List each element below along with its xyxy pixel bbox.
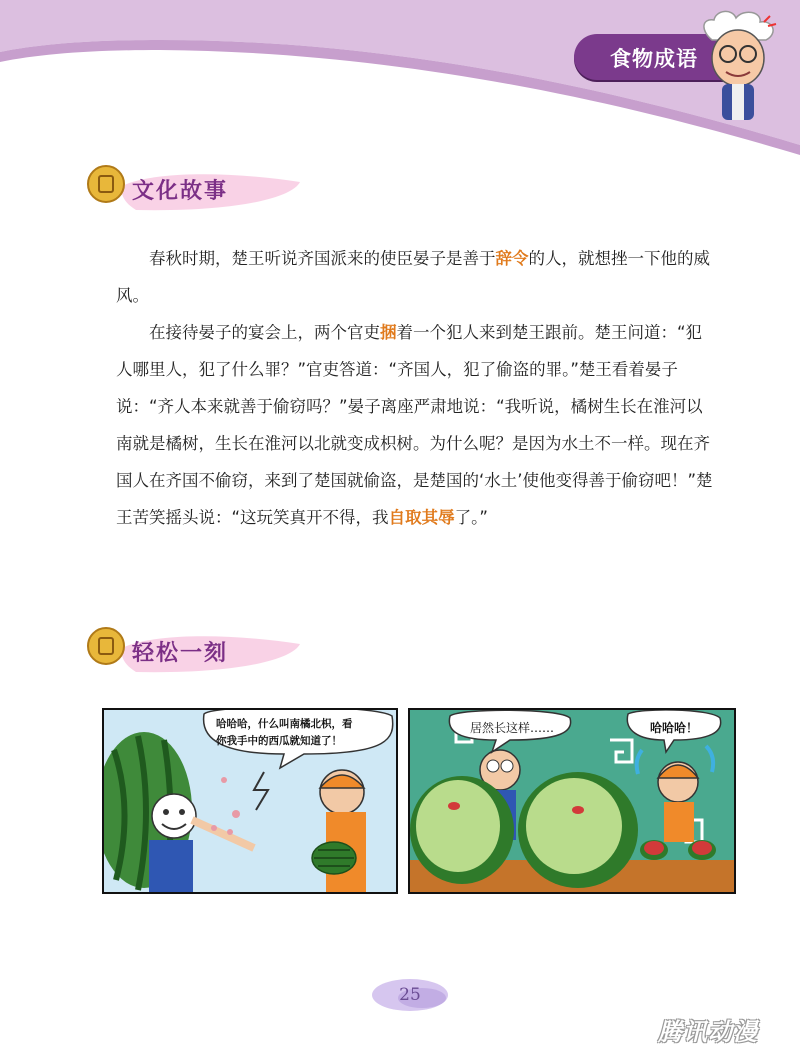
section-heading-culture-story <box>86 160 306 230</box>
text-run: 春秋时期，楚王听说齐国派来的使臣晏子是善于 <box>149 249 496 268</box>
story-paragraph-1 <box>116 240 718 314</box>
comic-panel-1 <box>102 708 398 894</box>
watermark-logo: 腾讯动漫 <box>658 1018 758 1046</box>
highlight-term: 捆 <box>380 323 397 342</box>
section-title: 文化故事 <box>132 179 229 204</box>
comic-panel-2-art <box>410 710 734 892</box>
text-run: 的人，就想挫一下他的威风。 <box>116 249 710 305</box>
section-title: 轻松一刻 <box>132 641 229 666</box>
section-heading-relax-moment <box>86 622 306 692</box>
highlight-term: 辞令 <box>495 249 529 268</box>
text-run: 了。” <box>454 508 488 527</box>
page-number: 25 <box>399 985 421 1005</box>
speech-bubble <box>216 716 353 750</box>
bubble-line: 你我手中的西瓜就知道了！ <box>216 735 342 747</box>
category-label: 食物成语 <box>610 47 698 71</box>
story-text <box>116 240 718 536</box>
bubble-line: 哈哈哈，什么叫南橘北枳，看 <box>216 718 353 730</box>
comic-panel-2 <box>408 708 736 894</box>
header-band <box>0 0 800 180</box>
mascot-illustration <box>692 10 784 122</box>
speech-bubble-right: 哈哈哈！ <box>650 721 699 735</box>
text-run: 着一个犯人来到楚王跟前。楚王问道：“犯人哪里人，犯了什么罪？”官吏答道：“齐国人，犯了偷盗的罪。”楚王看着晏子说：“齐人本来就善于偷窃吗？”晏子离座严肃地说：“我听说，橘树生长在淮河以南就是橘树，生长在淮河以北就变成枳树。为什么呢？是因为水土不一样。现在齐国人在齐国不偷窃，来到了楚国就偷盗，是楚国的‘水土’使他变得善于偷窃吧！”楚王苦笑摇头说：“这玩笑真开不得，我 <box>116 323 713 527</box>
story-paragraph-2 <box>116 314 718 536</box>
highlight-term: 自取其辱 <box>388 508 455 527</box>
text-run: 在接待晏子的宴会上，两个官吏 <box>149 323 380 342</box>
coin-icon <box>86 626 126 666</box>
coin-icon <box>86 164 126 204</box>
speech-bubble-left: 居然长这样…… <box>470 721 555 735</box>
